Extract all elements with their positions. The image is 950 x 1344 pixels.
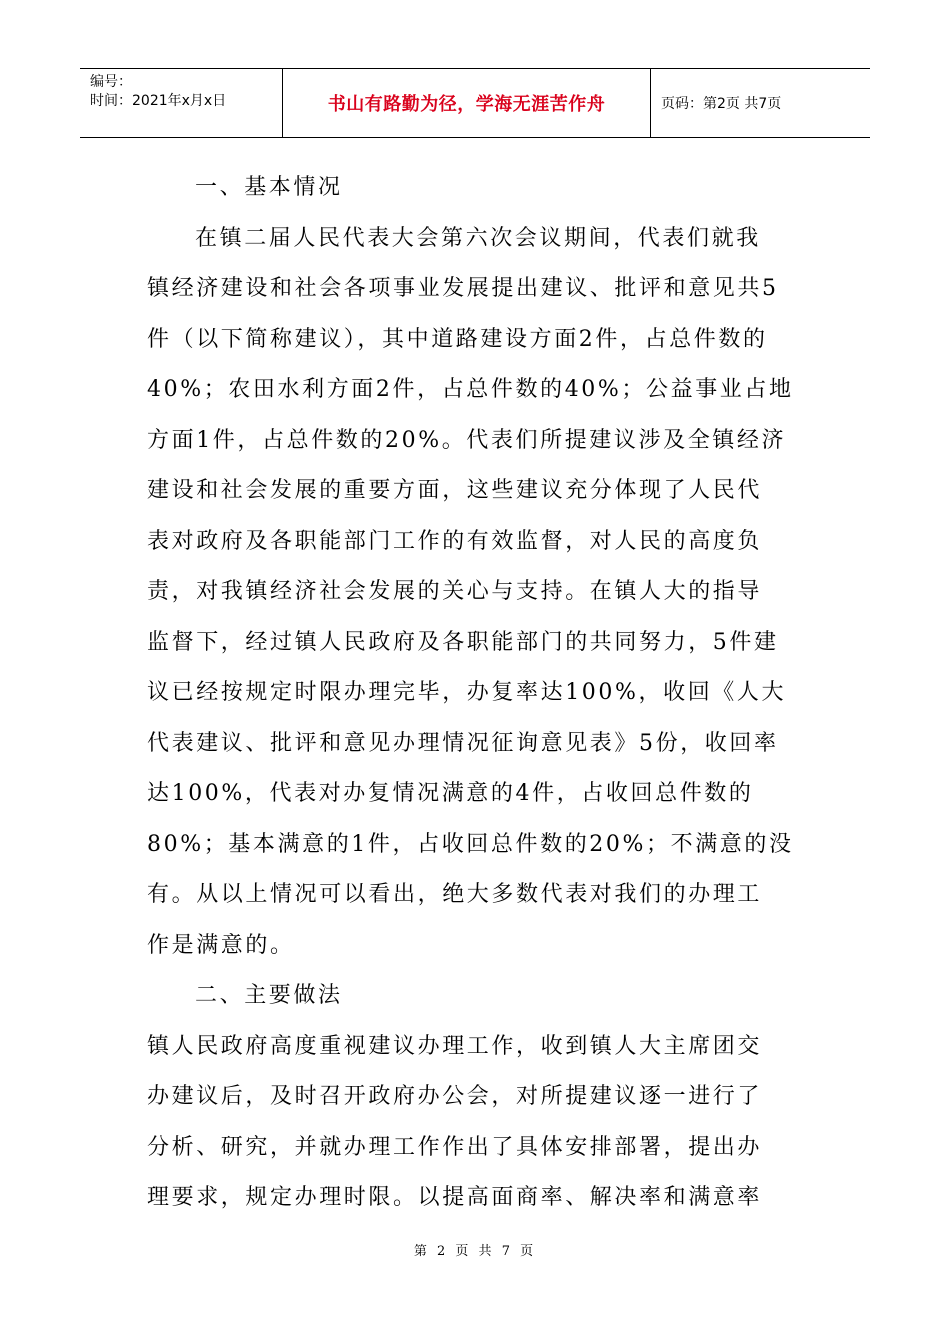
section-heading-basic: 一、基本情况 [195, 175, 343, 200]
paragraph-line: 监督下，经过镇人民政府及各职能部门的共同努力，5件建 [147, 629, 779, 655]
paragraph-line: 建设和社会发展的重要方面，这些建议充分体现了人民代 [147, 478, 763, 503]
header-meta [80, 69, 283, 137]
document-body [147, 163, 807, 1224]
paragraph-basic-situation [147, 214, 807, 972]
paragraph-line: 达100%，代表对办复情况满意的4件，占收回总件数的 [147, 781, 754, 806]
page-header [80, 68, 870, 138]
paragraph-line: 镇经济建设和社会各项事业发展提出建议、批评和意见共5 [147, 276, 779, 301]
paragraph-line: 在镇二届人民代表大会第六次会议期间，代表们就我 [195, 225, 761, 251]
paragraph-line: 方面1件，占总件数的20%。代表们所提建议涉及全镇经济 [147, 427, 787, 453]
paragraph-line: 议已经按规定时限办理完毕，办复率达100%，收回《人大 [147, 680, 787, 705]
page-footer: 第 2 页 共 7 页 [413, 1244, 537, 1259]
paragraph-line: 责，对我镇经济社会发展的关心与支持。在镇人大的指导 [147, 579, 763, 604]
paragraph-main-methods [147, 1022, 807, 1224]
paragraph-line: 40%；农田水利方面2件，占总件数的40%；公益事业占地 [147, 377, 794, 402]
paragraph-line: 镇人民政府高度重视建议办理工作，收到镇人大主席团交 [147, 1033, 763, 1059]
paragraph-line: 理要求，规定办理时限。以提高面商率、解决率和满意率 [147, 1185, 763, 1210]
header-page-info: 页码：第2页 共7页 [661, 96, 782, 112]
paragraph-line: 作是满意的。 [147, 932, 295, 958]
paragraph-line: 代表建议、批评和意见办理情况征询意见表》5份，收回率 [147, 730, 779, 756]
paragraph-line: 表对政府及各职能部门工作的有效监督，对人民的高度负 [147, 528, 763, 554]
header-motto: 书山有路勤为径，学海无涯苦作舟 [283, 69, 651, 137]
paragraph-line: 有。从以上情况可以看出，绝大多数代表对我们的办理工 [147, 882, 763, 907]
paragraph-line: 办建议后，及时召开政府办公会，对所提建议逐一进行了 [147, 1084, 763, 1109]
paragraph-line: 80%；基本满意的1件，占收回总件数的20%；不满意的没 [147, 831, 794, 857]
document-time-label: 时间：2021年x月x日 [90, 93, 227, 109]
document-number-label: 编号： [90, 74, 132, 90]
paragraph-line: 件（以下简称建议），其中道路建设方面2件，占总件数的 [147, 326, 768, 352]
paragraph-line: 分析、研究，并就办理工作作出了具体安排部署，提出办 [147, 1134, 763, 1160]
section-heading-methods: 二、主要做法 [195, 983, 343, 1008]
